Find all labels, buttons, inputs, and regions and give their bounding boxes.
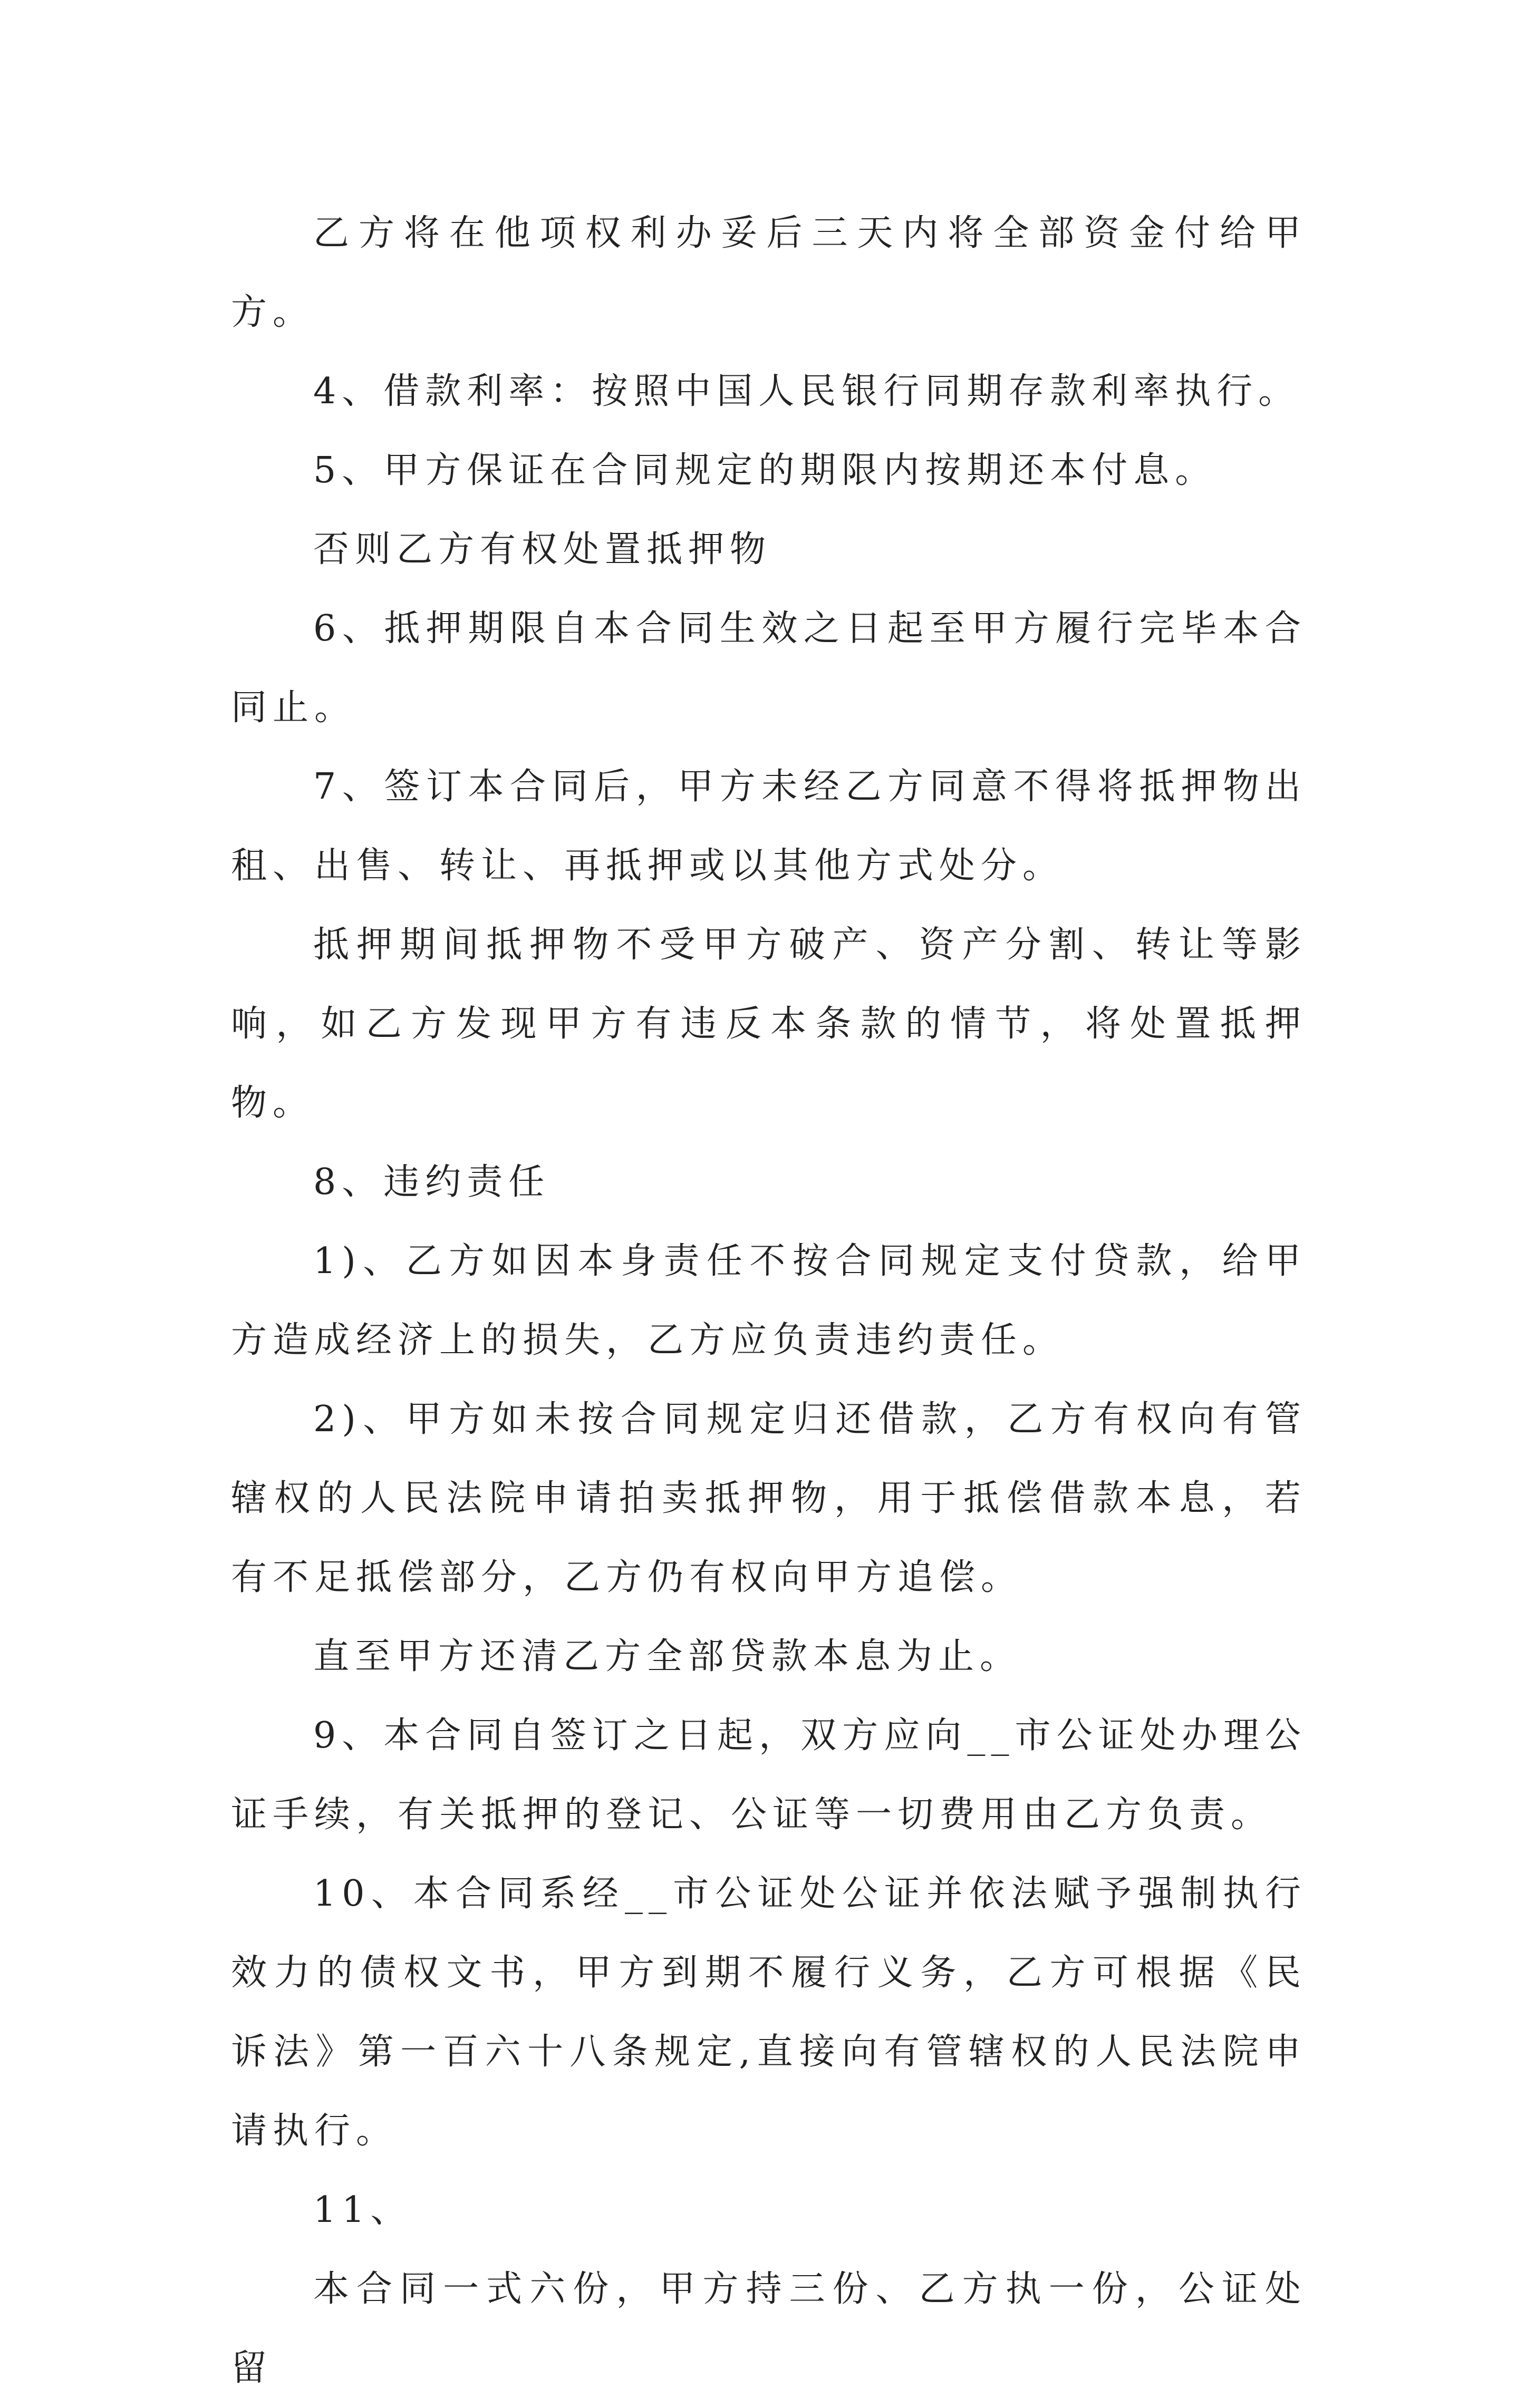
paragraph-enforcement: 10、本合同系经__市公证处公证并依法赋予强制执行效力的债权文书，甲方到期不履行义务，乙方可根据《民诉法》第一百六十八条规定,直接向有管辖权的人民法院申请执行。 (231, 1873, 1307, 2152)
paragraph-mortgage-term: 6、抵押期限自本合同生效之日起至甲方履行完毕本合同止。 (231, 608, 1307, 729)
paragraph-disposal-restriction: 7、签订本合同后，甲方未经乙方同意不得将抵押物出租、出售、转让、再抵押或以其他方式处分。 (231, 766, 1307, 887)
paragraph-interest-rate: 4、借款利率：按照中国人民银行同期存款利率执行。 (313, 371, 1300, 412)
paragraph-clause-11-number: 11、 (313, 2189, 412, 2231)
paragraph-mortgage-protection: 抵押期间抵押物不受甲方破产、资产分割、转让等影响，如乙方发现甲方有违反本条款的情节，将处置抵押物。 (231, 924, 1307, 1124)
paragraph-until-repaid: 直至甲方还清乙方全部贷款本息为止。 (313, 1636, 1022, 1677)
paragraph-liability-party-a: 2)、甲方如未按合同规定归还借款，乙方有权向有管辖权的人民法院申请拍卖抵押物，用于抵偿借款本息，若有不足抵偿部分，乙方仍有权向甲方追偿。 (231, 1399, 1307, 1598)
paragraph-payment: 乙方将在他项权利办妥后三天内将全部资金付给甲方。 (231, 212, 1307, 333)
document-body (231, 194, 1307, 2408)
paragraph-disposal-right: 否则乙方有权处置抵押物 (313, 529, 772, 570)
paragraph-notarization: 9、本合同自签订之日起，双方应向__市公证处办理公证手续，有关抵押的登记、公证等一切费用由乙方负责。 (231, 1715, 1307, 1836)
paragraph-liability-heading: 8、违约责任 (313, 1161, 550, 1203)
paragraph-liability-party-b: 1)、乙方如因本身责任不按合同规定支付贷款，给甲方造成经济上的损失，乙方应负责违约责任。 (231, 1240, 1307, 1361)
paragraph-copies: 本合同一式六份，甲方持三份、乙方执一份，公证处留 (231, 2268, 1307, 2389)
paragraph-repayment-guarantee: 5、甲方保证在合同规定的期限内按期还本付息。 (313, 450, 1217, 491)
